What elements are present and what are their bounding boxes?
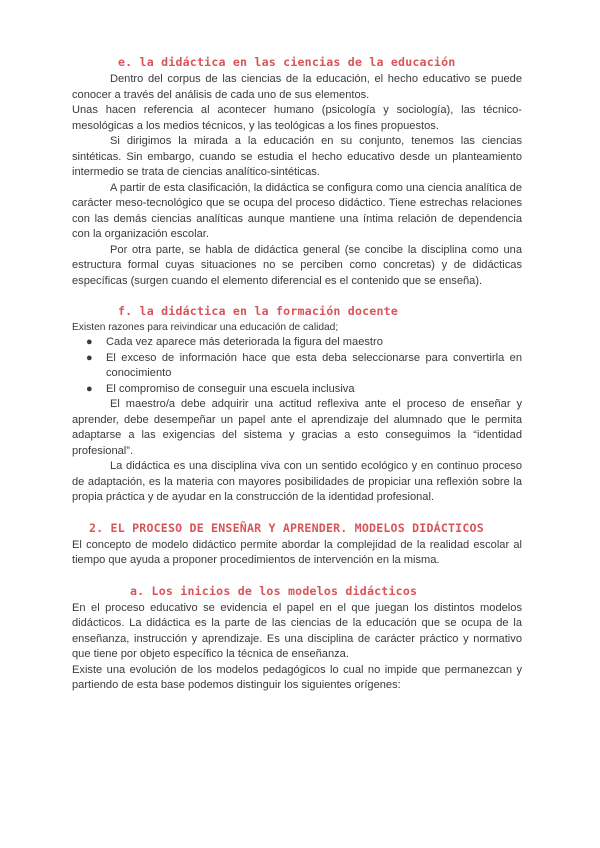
- section-f-intro: Existen razones para reivindicar una educación de calidad;: [72, 322, 339, 333]
- section-2-heading: 2. EL PROCESO DE ENSEÑAR Y APRENDER. MODELOS DIDÁCTICOS: [89, 520, 484, 535]
- section-a-paragraph: En el proceso educativo se evidencia el papel en el que juegan los distintos modelos didácticos. La didáctica es la parte de las ciencias de la educación que se ocupa de la enseñanza, instrucción y aprendizaje. Es una disciplina de carácter práctico y normativo que tiene por objeto específico la técnica de enseñanza.: [72, 601, 522, 660]
- section-f-paragraph: La didáctica es una disciplina viva con un sentido ecológico y en continuo proceso de adaptación, es la materia con mayores posibilidades de propiciar una reflexión sobre la propia práctica y de ayudar en la construcción de la identidad profesional.: [72, 460, 522, 503]
- list-item: [86, 351, 522, 382]
- list-item-text: El exceso de información hace que esta deba seleccionarse para convertirla en conocimiento: [106, 351, 522, 379]
- section-a-heading: a. Los inicios de los modelos didácticos: [130, 583, 418, 598]
- list-item: [86, 335, 522, 351]
- section-e-paragraph: Si dirigimos la mirada a la educación en su conjunto, tenemos las ciencias sintéticas. Sin embargo, cuando se estudia el hecho educativo desde un planteamiento intermedio se trata de ciencias analítico-sintéticas.: [72, 135, 522, 178]
- section-e-paragraph: Unas hacen referencia al acontecer humano (psicología y sociología), las técnico-mesológicas a los medios técnicos, y las teológicas a los fines propuestos.: [72, 104, 522, 132]
- list-item-text: Cada vez aparece más deteriorada la figura del maestro: [106, 336, 383, 348]
- section-2-paragraph: El concepto de modelo didáctico permite abordar la complejidad de la realidad escolar al tiempo que ayuda a proponer procedimientos de intervención en la misma.: [72, 538, 522, 566]
- section-e-heading: e. la didáctica en las ciencias de la educación: [118, 55, 456, 69]
- bullet-icon: ●: [86, 336, 93, 348]
- bullet-icon: ●: [86, 351, 93, 364]
- list-item-text: El compromiso de conseguir una escuela inclusiva: [106, 382, 355, 395]
- section-e-paragraph: Dentro del corpus de las ciencias de la educación, el hecho educativo se puede conocer a través del análisis de cada uno de sus elementos.: [72, 73, 522, 101]
- section-f-heading: f. la didáctica en la formación docente: [118, 304, 399, 318]
- section-f-paragraph: El maestro/a debe adquirir una actitud reflexiva ante el proceso de enseñar y aprender, debe desempeñar un papel ante el aprendizaje del alumnado que le permita adaptarse a las exigencias del sistema y gracias a esto conseguimos la “identidad profesional”.: [72, 398, 522, 457]
- reasons-list: [72, 335, 522, 397]
- list-item: [86, 382, 522, 398]
- section-e-paragraph: A partir de esta clasificación, la didáctica se configura como una ciencia analítica de carácter meso-tecnológico que se ocupa del proceso didáctico. Tiene estrechas relaciones con las demás ciencias analíticas aunque mantiene una íntima relación de dependencia con la organización escolar.: [72, 181, 522, 240]
- bullet-icon: ●: [86, 382, 93, 395]
- section-a-paragraph: Existe una evolución de los modelos pedagógicos lo cual no impide que permanezcan y partiendo de esta base podemos distinguir los siguientes orígenes:: [72, 663, 522, 691]
- section-e-paragraph: Por otra parte, se habla de didáctica general (se concibe la disciplina como una estructura formal cuyas situaciones no se perciben como concretas) y de didácticas específicas (surgen cuando el elemento diferencial es el contenido que se enseña).: [72, 243, 522, 287]
